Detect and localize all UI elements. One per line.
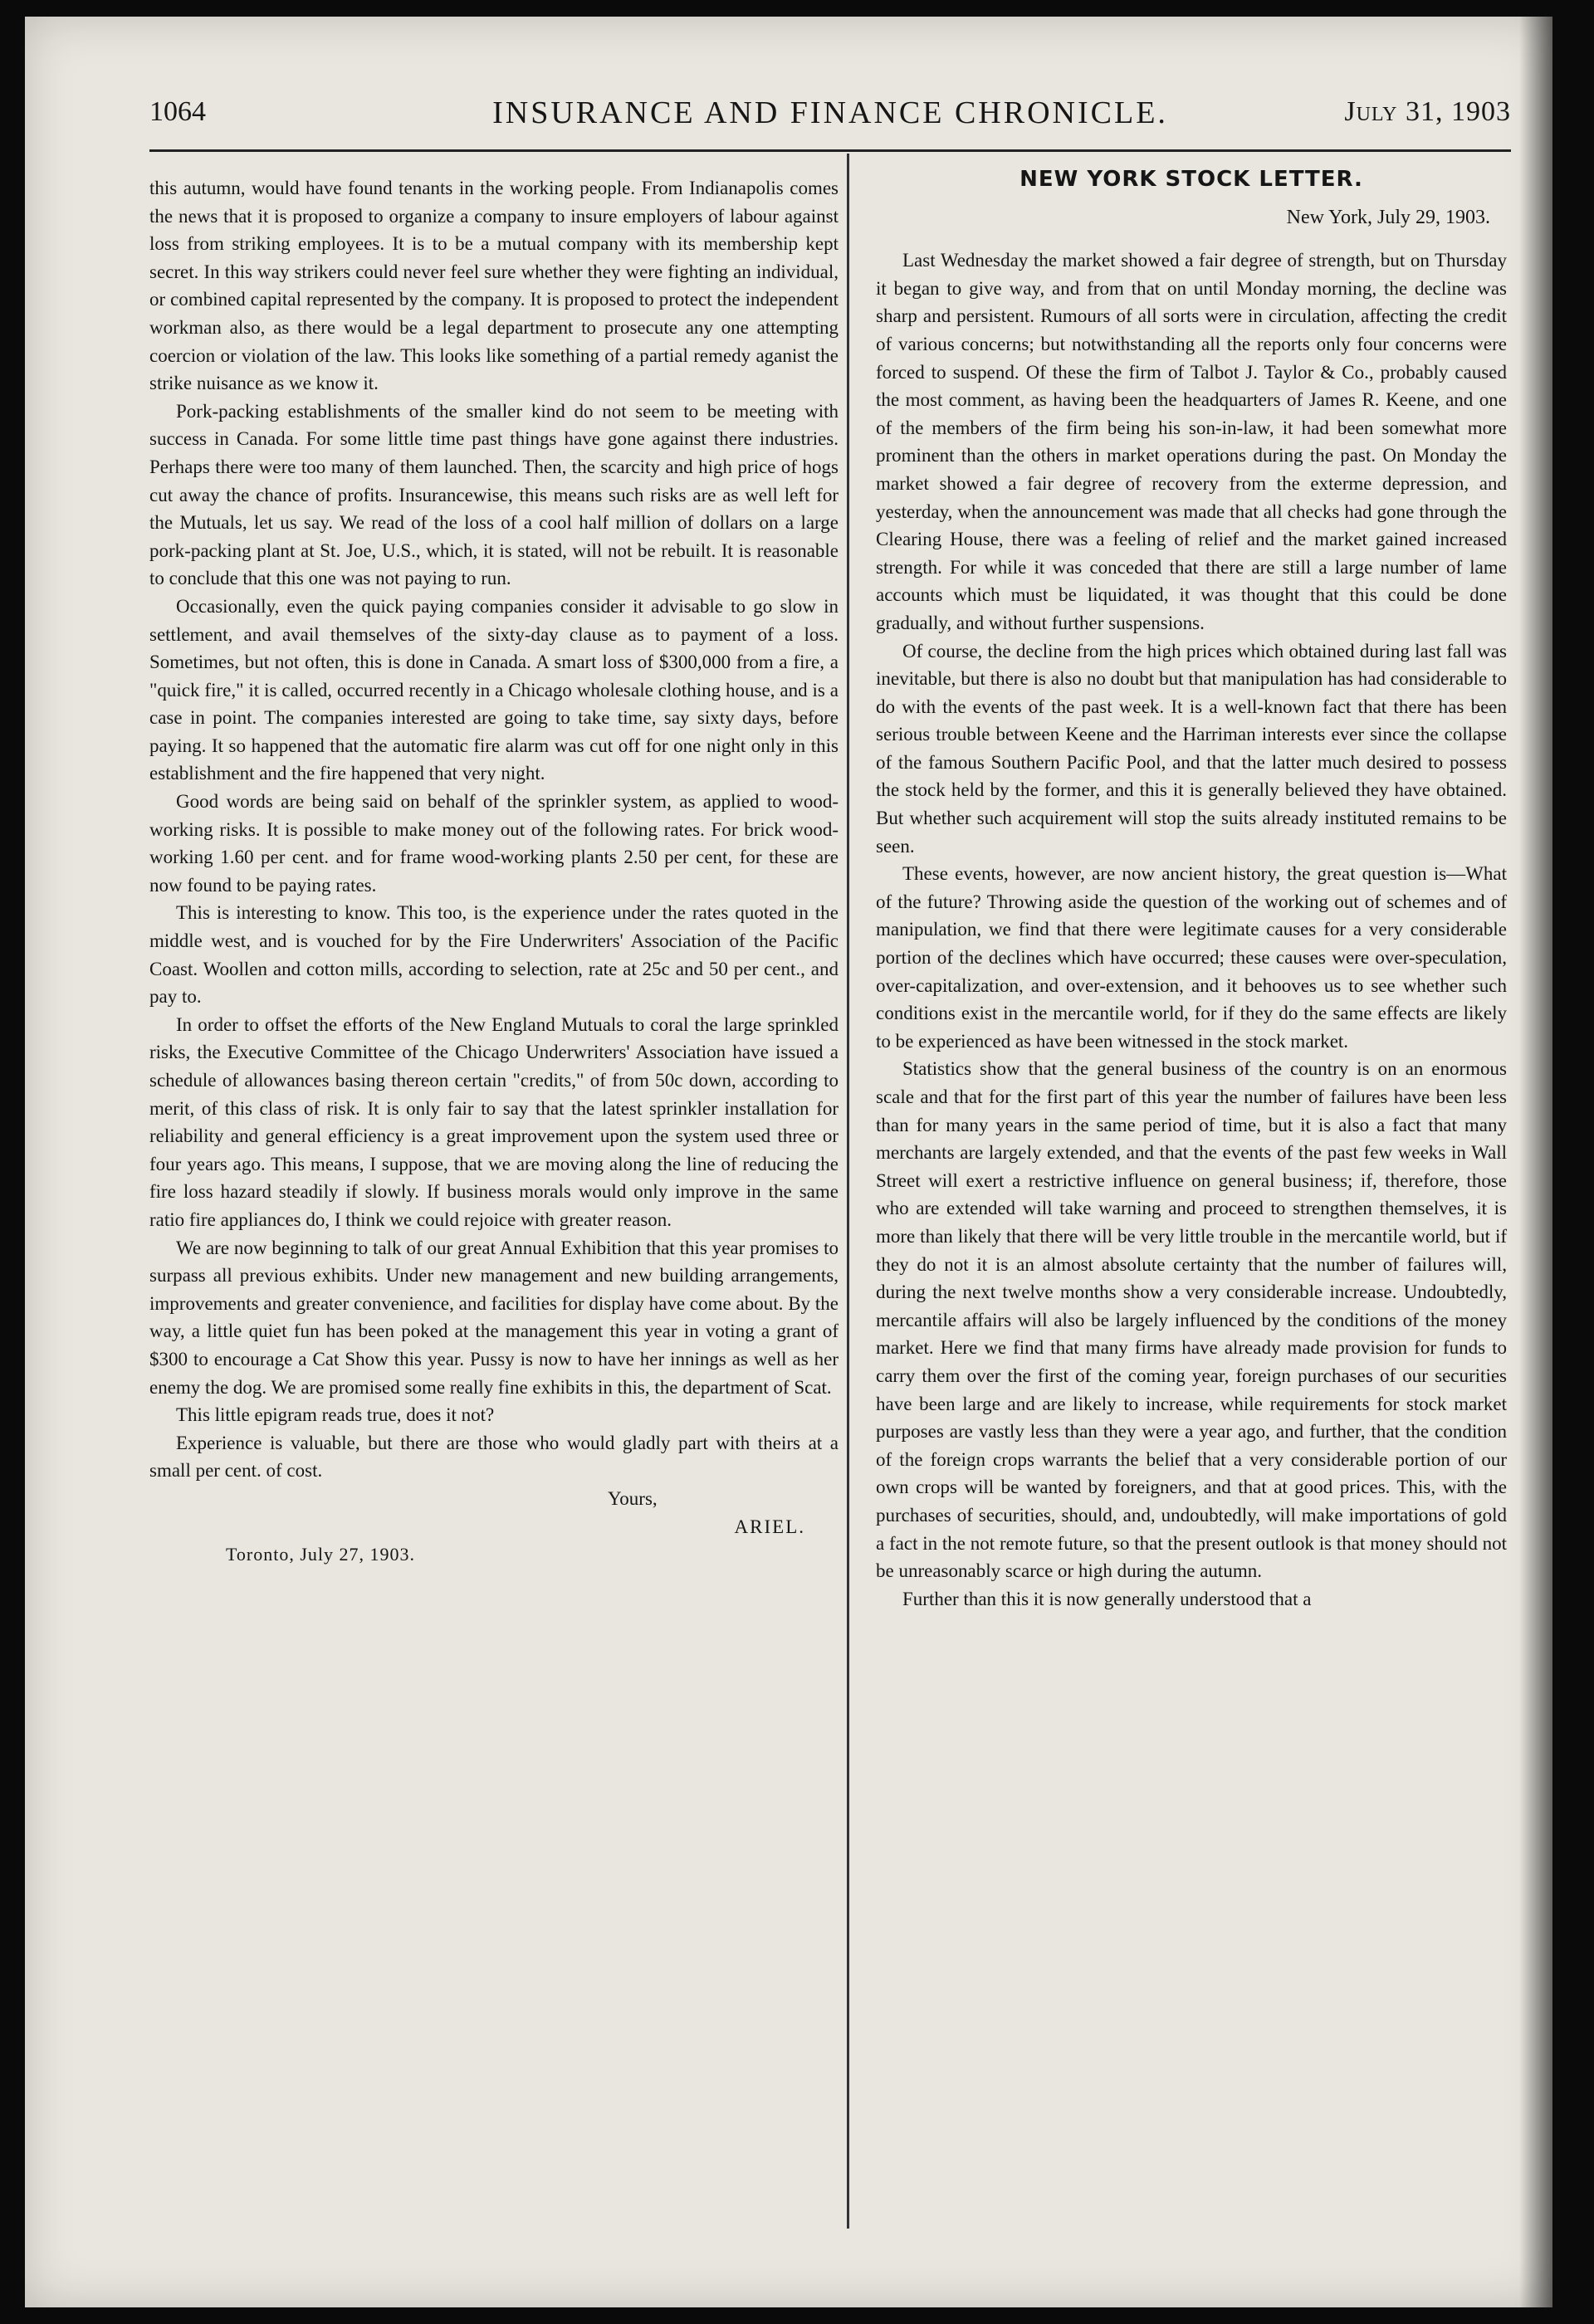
paragraph: In order to offset the efforts of the New England Mutuals to coral the large sprinkled risks, the Executive Committee of the Chicago Underwriters' Association have issued a schedule of allowances basing thereon certain "credits," of from 50c down, according to merit, of this class of risk. It is only fair to say that the latest sprinkler installation for reliability and general efficiency is a great improvement upon the system used three or four years ago. This means, I suppose, that we are moving along the line of reducing the fire loss hazard steadily if slowly. If business morals would only improve in the same ratio fire appliances do, I think we could rejoice with greater reason. xyxy=(149,1013,839,1230)
paragraph: This is interesting to know. This too, is the experience under the rates quoted in the middle west, and is vouched for by the Fire Underwriters' Association of the Pacific Coast. Woollen and cotton mills, according to selection, rate at 25c and 50 per cent., and pay to. xyxy=(149,902,839,1008)
paragraph: Pork-packing establishments of the smaller kind do not seem to be meeting with success in Canada. For some little time past things have gone against there industries. Perhaps there were too many of them launched. Then, the scarcity and high price of hogs cut away the chance of profits. Insurancewise, this means such risks are as well left for the Mutuals, let us say. We read of the loss of a cool half million of dollars on a large pork-packing plant at St. Joe, U.S., which, it is stated, will not be rebuilt. It is reasonable to conclude that this one was not paying to run. xyxy=(149,400,839,589)
column-divider xyxy=(847,154,849,2229)
paragraph: Further than this it is now generally understood that a xyxy=(902,1588,1312,1609)
paragraph: Occasionally, even the quick paying companies consider it advisable to go slow in settlement, and avail themselves of the sixty-day clause as to payment of a loss. Sometimes, but not often, this is done in Canada. A smart loss of $300,000 from a fire, a "quick fire," it is called, occurred recently in a Chicago wholesale clothing house, and is a case in point. The companies interested are going to take time, say sixty days, before paying. It so happened that the automatic fire alarm was cut off for one night only in this establishment and the fire happened that very night. xyxy=(149,595,839,784)
closing: Yours, xyxy=(608,1487,658,1509)
article-dateline: New York, July 29, 1903. xyxy=(1286,206,1490,228)
header-rule xyxy=(149,149,1511,152)
paragraph: Good words are being said on behalf of the sprinkler system, as applied to wood-working risks. It is possible to make money out of the following rates. For brick wood-working 1.60 per cent. and for frame wood-working plants 2.50 per cent, for these are now found to be paying rates. xyxy=(149,791,839,896)
page-header xyxy=(149,91,1511,141)
right-column xyxy=(876,158,1507,1613)
publication-title: INSURANCE AND FINANCE CHRONICLE. xyxy=(492,95,1168,130)
paragraph: this autumn, would have found tenants in the working people. From Indianapolis comes the news that it is proposed to organize a company to insure employers of labour against loss from striking employees. It is to be a mutual company with its membership kept secret. In this way strikers could never feel sure whether they were fighting an individual, or combined capital represented by the company. It is proposed to protect the independent workman also, as there would be a legal department to prosecute any one attempting coercion or violation of the law. This looks like something of a partial remedy aganist the strike nuisance as we know it. xyxy=(149,178,839,394)
paragraph: Of course, the decline from the high prices which obtained during last fall was inevitable, but there is also no doubt but that manipulation has had considerable to do with the events of the past week. It is a well-known fact that there has been serious trouble between Keene and the Harriman interests ever since the collapse of the famous Southern Pacific Pool, and that the latter much desired to possess the stock held by the former, and this it is generally believed they have obtained. But whether such acquirement will stop the suits already instituted remains to be seen. xyxy=(876,640,1507,857)
page-number: 1064 xyxy=(149,96,206,127)
paragraph: Experience is valuable, but there are those who would gladly part with theirs at a small per cent. of cost. xyxy=(149,1432,839,1482)
page-edge-shadow xyxy=(1519,17,1552,2307)
paragraph: Last Wednesday the market showed a fair degree of strength, but on Thursday it began to give way, and from that on until Monday morning, the decline was sharp and persistent. Rumours of all sorts were in circulation, affecting the credit of various concerns; but notwithstanding all the reports only four concerns were forced to suspend. Of these the firm of Talbot J. Taylor & Co., probably caused the most comment, as having been the headquarters of James R. Keene, and one of the members of the firm being his son-in-law, it had been somewhat more prominent than the others in market operations during the past. On Monday the market showed a fair degree of recovery from the exterme depression, and yesterday, when the announcement was made that all checks had gone through the Clearing House, there was a feeling of relief and the market gained increased strength. For while it was conceded that there are still a large number of lame accounts which must be liquidated, it was thought that this could be done gradually, and without further suspensions. xyxy=(876,250,1507,633)
issue-date: July 31, 1903 xyxy=(1344,96,1511,127)
paragraph: We are now beginning to talk of our great Annual Exhibition that this year promises to surpass all previous exhibits. Under new management and new building arrangements, improvements and greater convenience, and facilities for display have come about. By the way, a little quiet fun has been poked at the management this year in voting a grant of $300 to encourage a Cat Show this year. Pussy is now to have her innings as well as her enemy the dog. We are promised some really fine exhibits in this, the department of Scat. xyxy=(149,1237,839,1398)
paragraph: Statistics show that the general business of the country is on an enormous scale and that for the first part of this year the number of failures have been less than for many years in the same period of time, but it is also a fact that many merchants are largely extended, and that the events of the past few weeks in Wall Street will exert a restrictive influence on general business; if, therefore, those who are extended will take warning and proceed to strengthen themselves, it is more than likely that there will be very little trouble in the mercantile world, but if they do not it is an almost absolute certainty that the number of failures will, during the next twelve months show a very considerable increase. Undoubtedly, mercantile affairs will also be largely influenced by the conditions of the money market. Here we find that many firms have already made provision for funds to carry them over the first of the coming year, foreign purchases of our securities have been large and are likely to increase, while requirements for stock market purposes are vastly less than they were a year ago, and further, that the condition of the foreign crops warrants the belief that a very considerable portion of our own crops will be wanted by foreigners, and that at good prices. This, with the purchases of securities, should, and, undoubtedly, will make importations of gold a fact in the not remote future, so that the present outlook is that money should not be unreasonably scarce or high during the autumn. xyxy=(876,1058,1507,1582)
signature: ARIEL. xyxy=(734,1516,805,1537)
newspaper-page xyxy=(25,17,1552,2307)
paragraph: These events, however, are now ancient history, the great question is—What of the future? Throwing aside the question of the working out of schemes and of manipulation, we find that there were legitimate causes for a very considerable portion of the declines which have occurred; these causes were over-speculation, over-capitalization, and over-extension, and it behooves us to see whether such conditions exist in the mercantile world, for if they do the same effects are likely to be experienced as have been witnessed in the stock market. xyxy=(876,863,1507,1052)
dateline: Toronto, July 27, 1903. xyxy=(226,1544,416,1565)
article-heading: NEW YORK STOCK LETTER. xyxy=(1019,167,1363,192)
paragraph: This little epigram reads true, does it not? xyxy=(176,1404,495,1426)
left-column xyxy=(149,174,839,1569)
